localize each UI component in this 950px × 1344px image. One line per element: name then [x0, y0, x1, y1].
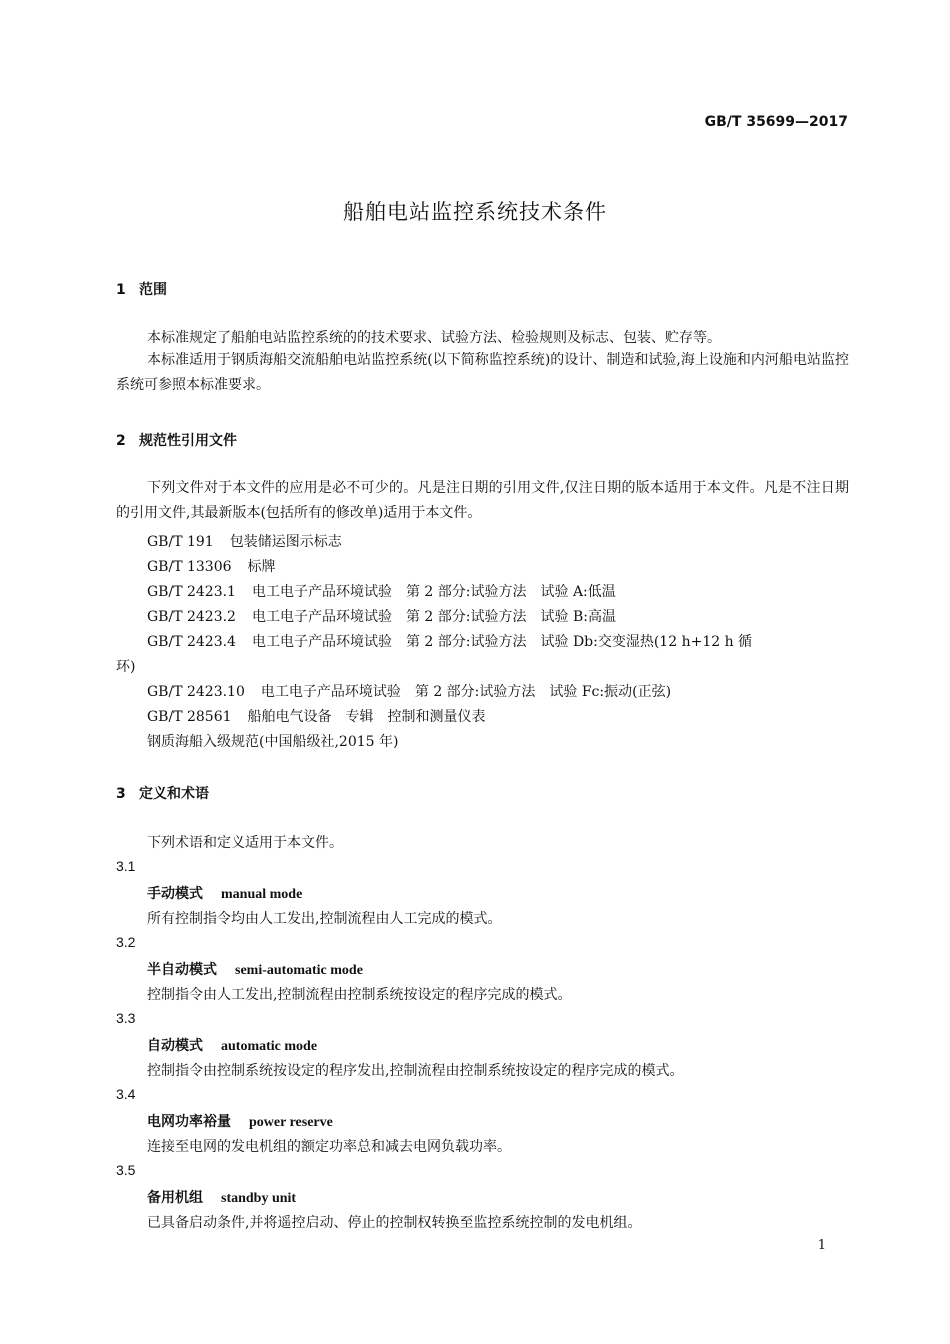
reference-code: GB/T 191 — [147, 534, 214, 550]
reference-code: GB/T 2423.2 — [147, 609, 236, 625]
term-definition: 所有控制指令均由人工发出,控制流程由人工完成的模式。 — [147, 911, 502, 927]
reference-title: 包装储运图示标志 — [229, 534, 342, 550]
standard-number: GB/T 35699—2017 — [704, 114, 848, 130]
reference-rules: 钢质海船入级规范(中国船级社,2015 年) — [147, 734, 399, 750]
term-en: standby unit — [221, 1191, 297, 1206]
term-en: power reserve — [249, 1115, 333, 1130]
term-definition: 控制指令由控制系统按设定的程序发出,控制流程由控制系统按设定的程序完成的模式。 — [147, 1063, 684, 1079]
clause-number: 3.4 — [116, 1086, 136, 1102]
clause-number: 3.5 — [116, 1162, 136, 1178]
section-title: 定义和术语 — [139, 786, 209, 802]
term-heading — [147, 883, 302, 903]
section-2-heading — [116, 430, 237, 450]
scope-paragraph-1: 本标准规定了船舶电站监控系统的的技术要求、试验方法、检验规则及标志、包装、贮存等。 — [147, 330, 721, 346]
term-zh: 电网功率裕量 — [147, 1114, 231, 1130]
page-number: 1 — [817, 1238, 826, 1253]
section-3-heading — [116, 783, 209, 803]
reference-item — [147, 581, 616, 601]
reference-continuation: 环) — [116, 659, 136, 675]
reference-item — [147, 631, 752, 651]
term-definition: 控制指令由人工发出,控制流程由控制系统按设定的程序完成的模式。 — [147, 987, 572, 1003]
reference-code: GB/T 28561 — [147, 709, 232, 725]
section-title: 规范性引用文件 — [139, 433, 237, 449]
normative-intro: 下列文件对于本文件的应用是必不可少的。凡是注日期的引用文件,仅注日期的版本适用于本文件。凡是不注日期的引用文件,其最新版本(包括所有的修改单)适用于本文件。 — [116, 480, 849, 521]
scope-paragraph-2: 本标准适用于钢质海船交流船舶电站监控系统(以下简称监控系统)的设计、制造和试验,海上设施和内河船电站监控系统可参照本标准要求。 — [116, 352, 849, 393]
section-1-heading — [116, 279, 167, 299]
section-number: 1 — [116, 282, 126, 298]
section-title: 范围 — [139, 282, 167, 298]
reference-item — [147, 706, 486, 726]
term-definition: 已具备启动条件,并将遥控启动、停止的控制权转换至监控系统控制的发电机组。 — [147, 1215, 642, 1231]
term-heading — [147, 959, 363, 979]
clause-number: 3.1 — [116, 858, 136, 874]
term-definition: 连接至电网的发电机组的额定功率总和减去电网负载功率。 — [147, 1139, 511, 1155]
reference-title: 船舶电气设备 专辑 控制和测量仪表 — [247, 709, 486, 725]
reference-item — [147, 531, 342, 551]
section-number: 3 — [116, 786, 126, 802]
terms-intro: 下列术语和定义适用于本文件。 — [147, 835, 343, 851]
reference-item — [147, 681, 671, 701]
term-zh: 半自动模式 — [147, 962, 217, 978]
reference-code: GB/T 13306 — [147, 559, 232, 575]
reference-code: GB/T 2423.1 — [147, 584, 236, 600]
term-zh: 自动模式 — [147, 1038, 203, 1054]
reference-code: GB/T 2423.10 — [147, 684, 245, 700]
section-number: 2 — [116, 433, 126, 449]
reference-title: 标牌 — [247, 559, 276, 575]
term-en: manual mode — [221, 887, 303, 902]
reference-title: 电工电子产品环境试验 第 2 部分:试验方法 试验 Db:交变湿热(12 h+12 h 循 — [251, 634, 753, 650]
clause-number: 3.3 — [116, 1010, 136, 1026]
document-title: 船舶电站监控系统技术条件 — [343, 200, 607, 224]
reference-title: 电工电子产品环境试验 第 2 部分:试验方法 试验 B:高温 — [251, 609, 616, 625]
term-en: semi-automatic mode — [235, 963, 363, 978]
term-heading — [147, 1035, 317, 1055]
reference-item — [147, 556, 276, 576]
reference-item — [147, 606, 616, 626]
clause-number: 3.2 — [116, 934, 136, 950]
term-heading — [147, 1111, 333, 1131]
term-en: automatic mode — [221, 1039, 318, 1054]
reference-title: 电工电子产品环境试验 第 2 部分:试验方法 试验 A:低温 — [251, 584, 616, 600]
term-zh: 备用机组 — [147, 1190, 203, 1206]
reference-title: 电工电子产品环境试验 第 2 部分:试验方法 试验 Fc:振动(正弦) — [260, 684, 672, 700]
term-zh: 手动模式 — [147, 886, 203, 902]
reference-code: GB/T 2423.4 — [147, 634, 236, 650]
term-heading — [147, 1187, 296, 1207]
